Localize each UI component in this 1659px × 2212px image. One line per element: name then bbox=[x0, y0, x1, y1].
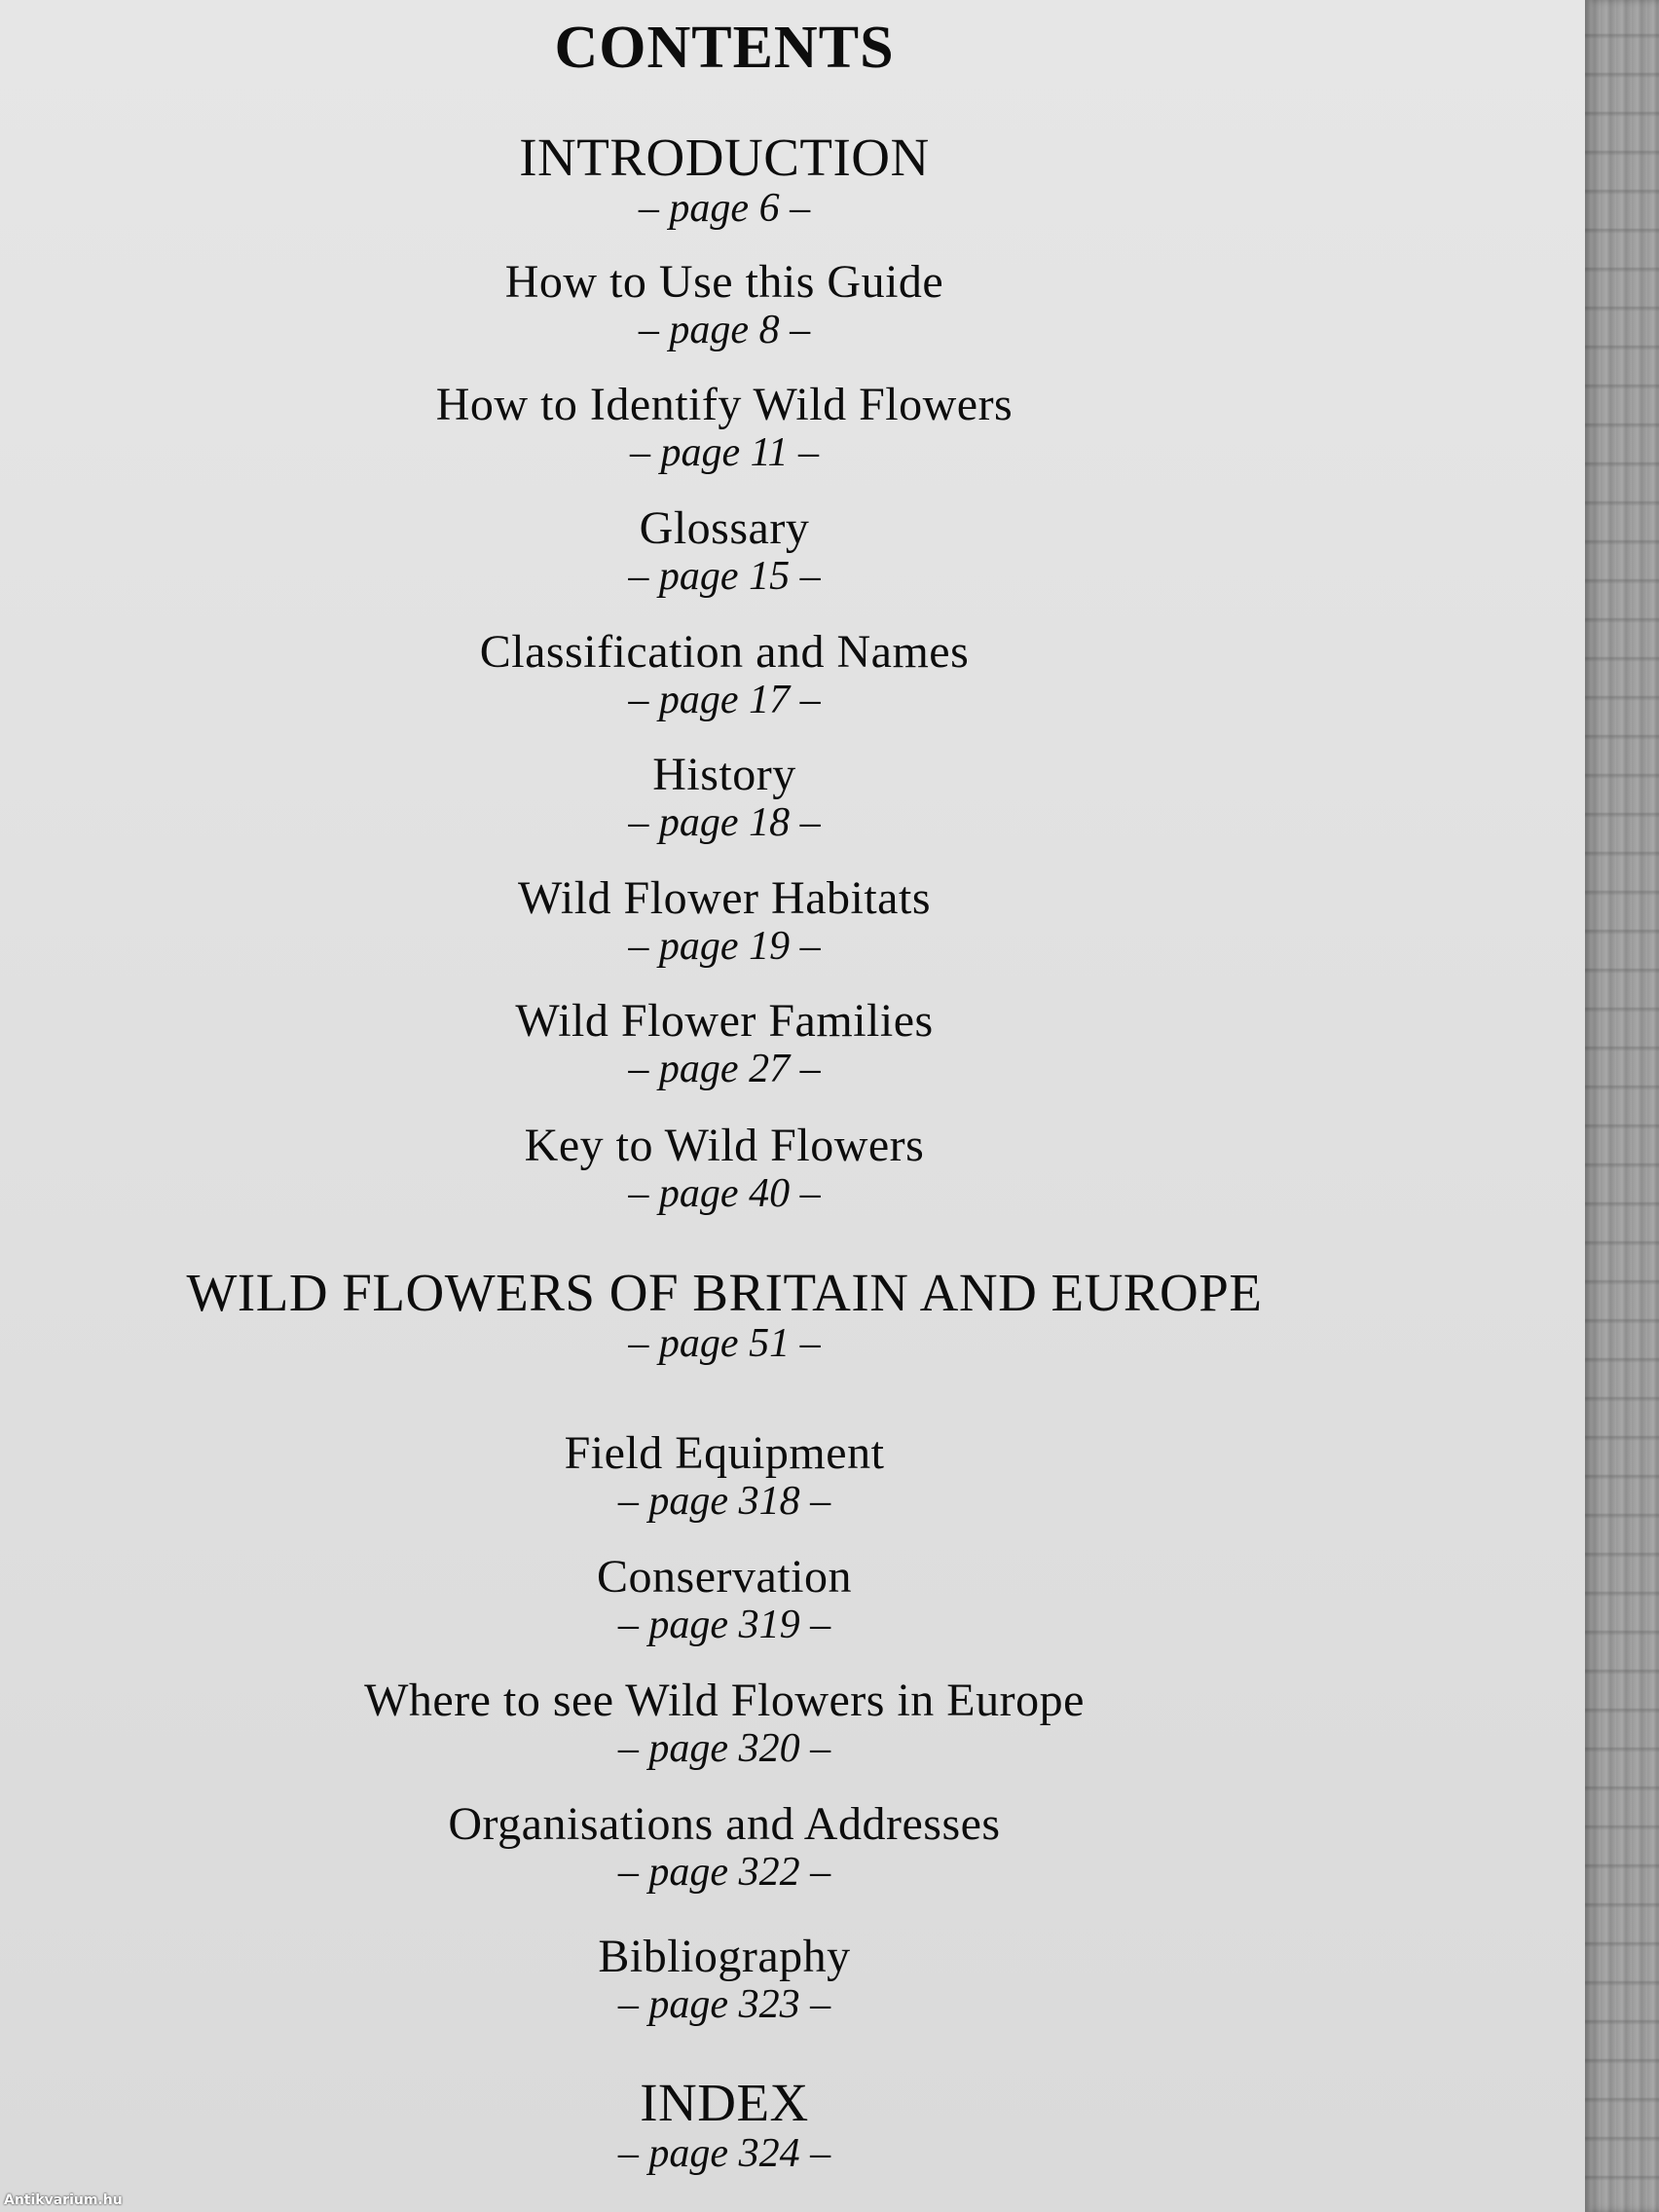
toc-entry-classification bbox=[0, 626, 1449, 721]
toc-entry-title: WILD FLOWERS OF BRITAIN AND EUROPE bbox=[186, 1263, 1263, 1322]
toc-entry-page: – page 320 – bbox=[617, 1726, 831, 1771]
toc-entry-page: – page 324 – bbox=[617, 2131, 831, 2176]
toc-entry-main-section bbox=[0, 1264, 1449, 1365]
toc-entry-page: – page 51 – bbox=[628, 1321, 821, 1366]
toc-entry-title: Field Equipment bbox=[564, 1427, 885, 1479]
toc-entry-index bbox=[0, 2074, 1449, 2175]
toc-entry-bibliography bbox=[0, 1931, 1449, 2026]
toc-entry-page: – page 6 – bbox=[638, 186, 811, 231]
toc-entry-title: Where to see Wild Flowers in Europe bbox=[364, 1675, 1085, 1726]
toc-entry-title: Wild Flower Habitats bbox=[518, 872, 931, 924]
toc-entry-title: Conservation bbox=[597, 1551, 852, 1603]
toc-entry-title: INTRODUCTION bbox=[519, 128, 930, 187]
toc-entry-title: Classification and Names bbox=[479, 626, 970, 678]
toc-entry-page: – page 322 – bbox=[617, 1850, 831, 1895]
toc-entry-page: – page 19 – bbox=[628, 924, 821, 969]
toc-entry-introduction bbox=[0, 129, 1449, 230]
book-spine-edge bbox=[1585, 0, 1659, 2212]
toc-entry-organisations bbox=[0, 1798, 1449, 1894]
contents-heading: CONTENTS bbox=[554, 15, 895, 81]
toc-entry-title: Bibliography bbox=[598, 1931, 851, 1982]
toc-entry-where-to-see bbox=[0, 1675, 1449, 1770]
toc-entry-page: – page 40 – bbox=[628, 1171, 821, 1216]
toc-entry-key bbox=[0, 1120, 1449, 1215]
toc-entry-title: Key to Wild Flowers bbox=[524, 1120, 925, 1171]
toc-entry-title: History bbox=[652, 749, 796, 800]
toc-entry-field-equipment bbox=[0, 1427, 1449, 1523]
toc-entry-page: – page 27 – bbox=[628, 1047, 821, 1091]
toc-entry-title: Glossary bbox=[639, 502, 810, 554]
toc-entry-glossary bbox=[0, 502, 1449, 598]
toc-entry-page: – page 318 – bbox=[617, 1479, 831, 1524]
toc-entry-history bbox=[0, 749, 1449, 844]
toc-entry-page: – page 8 – bbox=[638, 308, 811, 352]
toc-entry-how-to-identify bbox=[0, 379, 1449, 474]
toc-entry-title: How to Identify Wild Flowers bbox=[435, 379, 1014, 430]
toc-entry-habitats bbox=[0, 872, 1449, 968]
toc-entry-how-to-use bbox=[0, 256, 1449, 351]
toc-entry-page: – page 18 – bbox=[628, 800, 821, 845]
toc-entry-page: – page 319 – bbox=[617, 1603, 831, 1647]
toc-entry-page: – page 17 – bbox=[628, 678, 821, 722]
toc-entry-page: – page 323 – bbox=[617, 1982, 831, 2027]
toc-entry-title: Organisations and Addresses bbox=[448, 1798, 1001, 1850]
toc-entry-page: – page 11 – bbox=[629, 430, 820, 475]
toc-entry-page: – page 15 – bbox=[628, 554, 821, 599]
watermark: Antikvarium.hu bbox=[4, 2193, 123, 2208]
toc-entry-conservation bbox=[0, 1551, 1449, 1646]
toc-entry-families bbox=[0, 995, 1449, 1090]
toc-entry-title: How to Use this Guide bbox=[504, 256, 944, 308]
toc-entry-title: Wild Flower Families bbox=[515, 995, 934, 1047]
toc-entry-title: INDEX bbox=[640, 2073, 809, 2132]
